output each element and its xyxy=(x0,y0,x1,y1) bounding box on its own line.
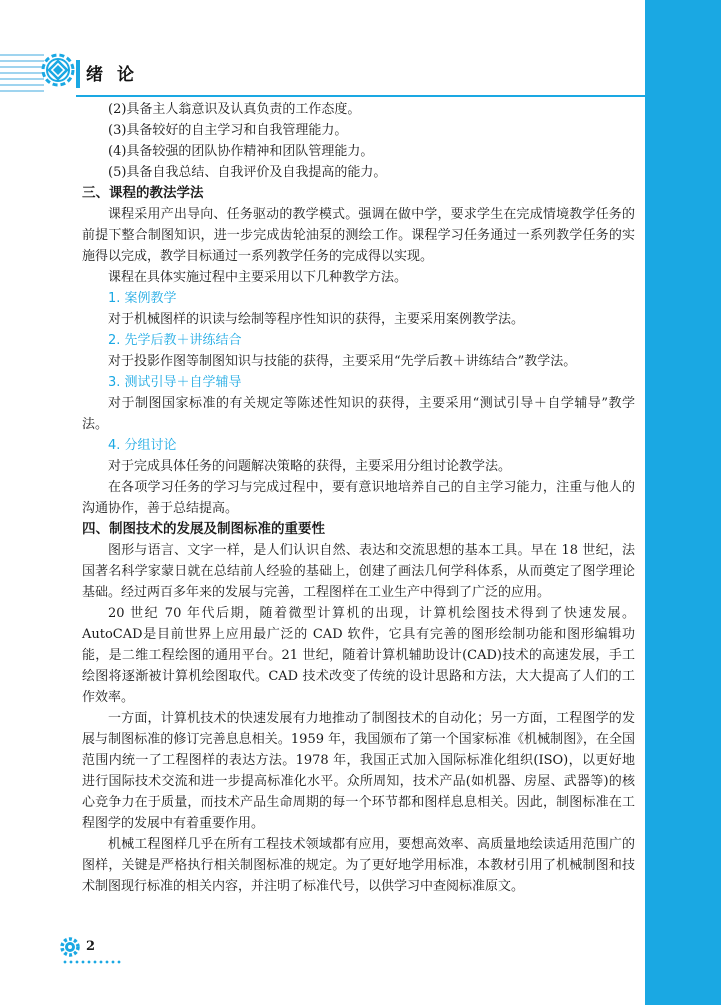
paragraph: 对于制图国家标准的有关规定等陈述性知识的获得，主要采用“测试引导＋自学辅导”教学法。 xyxy=(82,396,635,432)
gear-icon xyxy=(58,935,82,959)
paragraph: 课程在具体实施过程中主要采用以下几种教学方法。 xyxy=(108,270,408,285)
paragraph: 一方面，计算机技术的快速发展有力地推动了制图技术的自动化；另一方面，工程图学的发展与制图标准的修订完善息息相关。1959 年，我国颁布了第一个国家标准《机械制图》，在全国范围内统一了工程图样的表达方法。1978 年，我国正式加入国际标准化组织(ISO)，以更好地进行国际技术交流和进一步提高标准化水平。众所周知，技术产品(如机器、房屋、武器等)的核心竞争力在于质量，而技术产品生命周期的每一个环节都和图样息息相关。因此，制图标准在工程图学的发展中有着重要作用。 xyxy=(82,711,635,831)
chapter-marker xyxy=(76,60,80,88)
paragraph: 对于完成具体任务的问题解决策略的获得，主要采用分组讨论教学法。 xyxy=(108,459,512,474)
chapter-title: 绪论 xyxy=(86,65,148,85)
header-rule xyxy=(76,95,645,97)
paragraph: 机械工程图样几乎在所有工程技术领域都有应用，要想高效率、高质量地绘读适用范围广的图样，关键是严格执行相关制图标准的规定。为了更好地学用标准，本教材引用了机械制图和技术制图现行标准的相关内容，并注明了标准代号，以供学习中查阅标准原文。 xyxy=(82,837,635,894)
paragraph: 课程采用产出导向、任务驱动的教学模式。强调在做中学，要求学生在完成情境教学任务的前提下整合制图知识，进一步完成齿轮油泵的测绘工作。课程学习任务通过一系列教学任务的实施得以完成，教学目标通过一系列教学任务的完成得以实现。 xyxy=(82,207,635,264)
ability-item: (5)具备自我总结、自我评价及自我提高的能力。 xyxy=(108,165,387,180)
section-heading: 三、课程的教法学法 xyxy=(82,185,204,201)
subsection-heading: 2. 先学后教＋讲练结合 xyxy=(108,333,242,348)
page-number: 2 xyxy=(86,939,96,954)
side-color-bar xyxy=(645,0,721,1005)
ability-item: (4)具备较强的团队协作精神和团队管理能力。 xyxy=(108,144,374,159)
paragraph: 图形与语言、文字一样，是人们认识自然、表达和交流思想的基本工具。早在 18 世纪，法国著名科学家蒙日就在总结前人经验的基础上，创建了画法几何学科体系，从而奠定了图学理论基础。经过两百多年来的发展与完善，工程图样在工业生产中得到了广泛的应用。 xyxy=(82,543,635,600)
subsection-heading: 4. 分组讨论 xyxy=(108,438,177,453)
page-header xyxy=(0,0,645,100)
page-body xyxy=(82,99,635,897)
section-heading: 四、制图技术的发展及制图标准的重要性 xyxy=(82,521,325,537)
footer-dots xyxy=(62,960,122,964)
paragraph: 对于投影作图等制图知识与技能的获得，主要采用“先学后教＋讲练结合”教学法。 xyxy=(108,354,577,369)
subsection-heading: 3. 测试引导＋自学辅导 xyxy=(108,375,242,390)
paragraph: 在各项学习任务的学习与完成过程中，要有意识地培养自己的自主学习能力，注重与他人的沟通协作，善于总结提高。 xyxy=(82,480,635,516)
ability-item: (2)具备主人翁意识及认真负责的工作态度。 xyxy=(108,102,361,117)
ability-item: (3)具备较好的自主学习和自我管理能力。 xyxy=(108,123,348,138)
gear-diamond-icon xyxy=(38,50,78,90)
subsection-heading: 1. 案例教学 xyxy=(108,291,177,306)
paragraph: 20 世纪 70 年代后期，随着微型计算机的出现，计算机绘图技术得到了快速发展。AutoCAD是目前世界上应用最广泛的 CAD 软件，它具有完善的图形绘制功能和图形编辑功能，是二维工程绘图的通用平台。21 世纪，随着计算机辅助设计(CAD)技术的高速发展，手工绘图将逐渐被计算机绘图取代。CAD 技术改变了传统的设计思路和方法，大大提高了人们的工作效率。 xyxy=(82,606,635,705)
paragraph: 对于机械图样的识读与绘制等程序性知识的获得，主要采用案例教学法。 xyxy=(108,312,525,327)
